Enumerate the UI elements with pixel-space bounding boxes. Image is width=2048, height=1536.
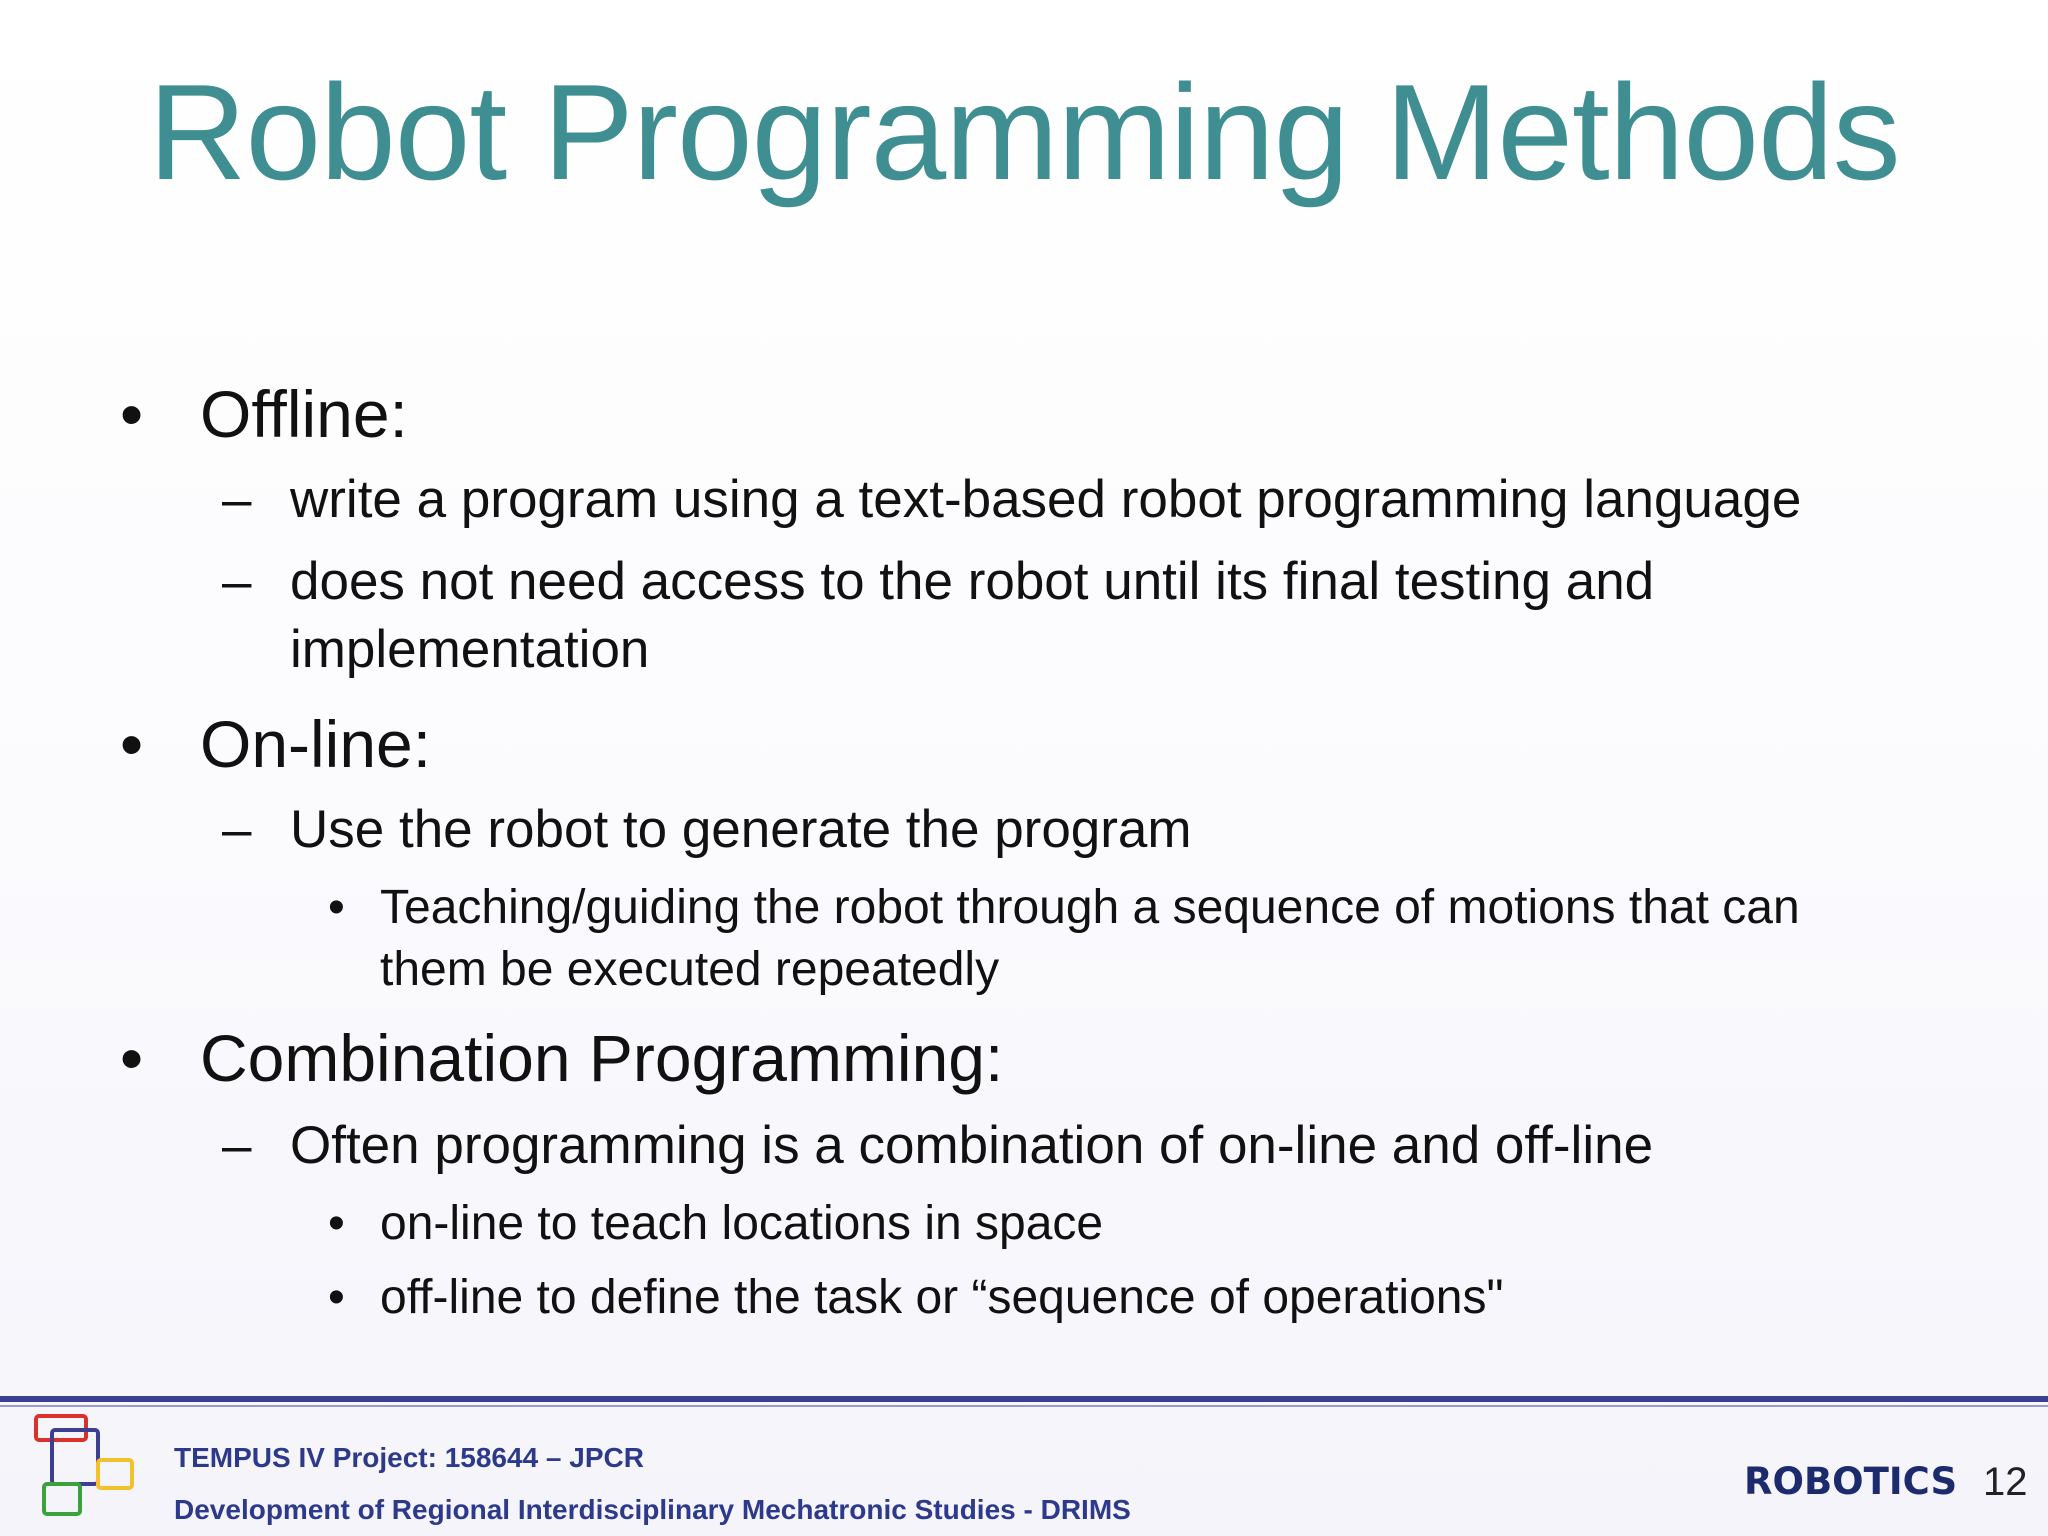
bullet-text: Offline: — [200, 377, 408, 451]
slide-title: Robot Programming Methods — [148, 56, 1900, 208]
sub-bullet-text: Often programming is a combination of on-line and off-line — [290, 1116, 1654, 1175]
dash-marker: – — [222, 1116, 252, 1175]
bullet-text: On-line: — [200, 707, 432, 781]
sub-sub-bullet-text: on-line to teach locations in space — [380, 1197, 1104, 1250]
footer-project-line: TEMPUS IV Project: 158644 – JPCR — [174, 1442, 644, 1473]
sub-bullet-text: does not need access to the robot until its final testing and — [290, 552, 1655, 611]
drims-squares-logo-icon — [30, 1412, 142, 1524]
footer-program-line: Development of Regional Interdisciplinary Mechatronic Studies - DRIMS — [174, 1494, 1131, 1525]
bullet-marker: • — [328, 1271, 345, 1324]
dash-marker: – — [222, 552, 252, 611]
dash-marker: – — [222, 800, 252, 859]
bullet-marker: • — [328, 881, 345, 934]
sub-sub-bullet-text: Teaching/guiding the robot through a sequence of motions that can — [380, 881, 1800, 934]
bullet-text: Combination Programming: — [200, 1021, 1004, 1095]
bullet-marker: • — [328, 1197, 345, 1250]
sub-bullet-text-continued: implementation — [290, 620, 650, 679]
footer-divider — [0, 1396, 2048, 1402]
sub-bullet-text: Use the robot to generate the program — [290, 800, 1192, 859]
footer-divider-thin — [0, 1405, 2048, 1407]
sub-sub-bullet-text: off-line to define the task or “sequence of operations" — [380, 1271, 1504, 1324]
dash-marker: – — [222, 470, 252, 529]
page-number: 12 — [1983, 1460, 2028, 1504]
bullet-marker: • — [120, 377, 144, 451]
course-label: ROBOTICS — [1744, 1460, 1958, 1503]
sub-bullet-text: write a program using a text-based robot programming language — [290, 470, 1802, 529]
bullet-marker: • — [120, 1021, 144, 1095]
sub-sub-bullet-text-continued: them be executed repeatedly — [380, 943, 1000, 996]
bullet-marker: • — [120, 707, 144, 781]
